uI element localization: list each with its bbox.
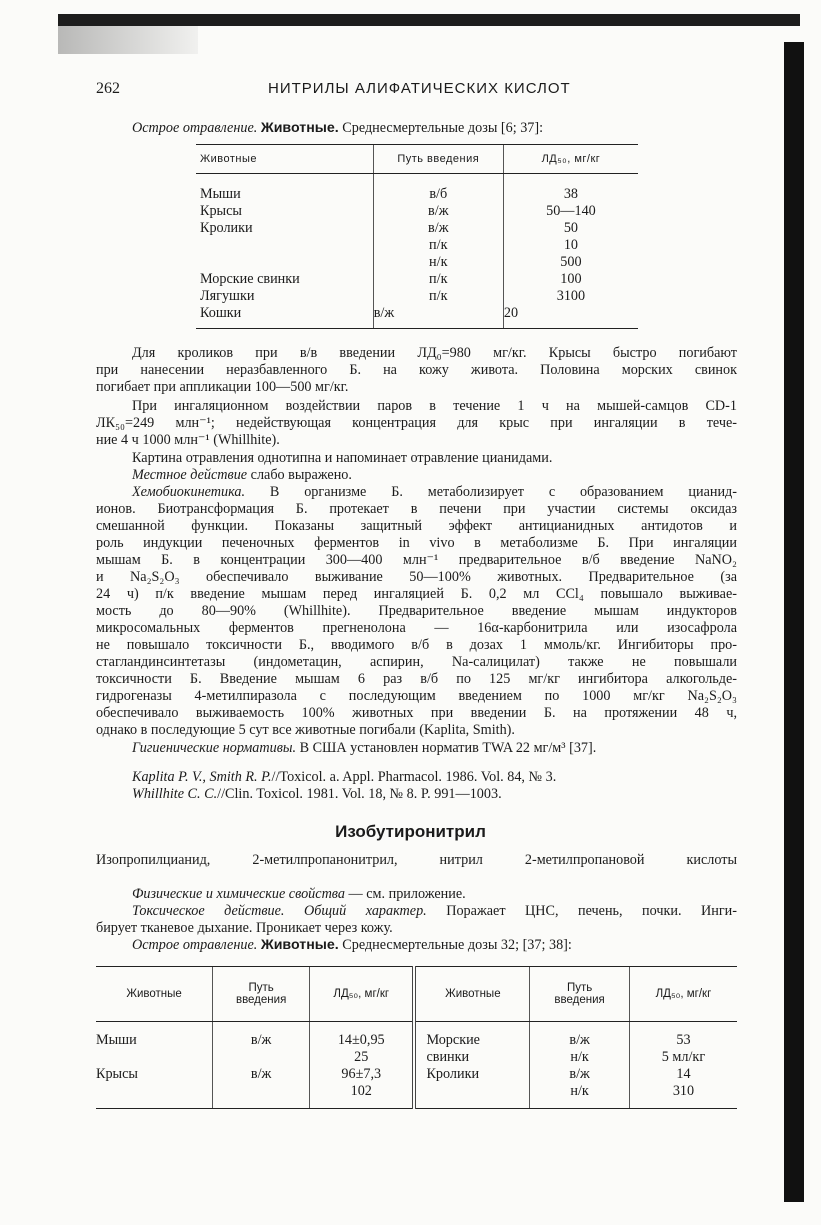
running-title: НИТРИЛЫ АЛИФАТИЧЕСКИХ КИСЛОТ <box>268 80 571 97</box>
table-row: 102 н/к 310 <box>96 1083 737 1109</box>
body-line: гидрогеназы 4-метилпиразола с последующим введением по 1000 мг/кг Na₂S₂O₃ <box>96 688 737 704</box>
acute-poisoning-intro: Острое отравление. Животные. Среднесмертельные дозы [6; 37]: <box>132 120 544 136</box>
kinetics-line: Хемобиокинетика. В организме Б. метаболизирует с образованием цианид- <box>132 484 737 500</box>
local-action-line: Местное действие слабо выражено. <box>132 467 352 483</box>
body-line: мость до 80—90% (Whillhite). Предварительное введение мышам индукторов <box>96 603 737 619</box>
body-line: ЛК₅₀=249 млн⁻¹; недействующая концентрация для крыс при ингаляции в тече- <box>96 415 737 431</box>
table-header: Животные <box>196 145 373 174</box>
body-line: Картина отравления однотипна и напоминает отравление цианидами. <box>132 450 553 466</box>
body-line: стагландинсинтетазы (индометацин, аспирин, Na-салицилат) также не повышали <box>96 654 737 670</box>
table-row: Мыши в/б 38 <box>196 186 638 203</box>
scan-edge-top <box>58 14 800 26</box>
table-row: Кошки в/ж 20 <box>196 305 638 329</box>
table-row: Мыши в/ж 14±0,95 Морские в/ж 53 <box>96 1032 737 1049</box>
norms-line: Гигиенические нормативы. В США установлен норматив TWA 22 мг/м³ [37]. <box>132 740 597 756</box>
table-header: Путь введения <box>213 967 310 1022</box>
synonyms-line: Изопропилцианид, 2-метилпропанонитрил, нитрил 2-метилпропановой кислоты <box>96 852 737 868</box>
table-row: Лягушки п/к 3100 <box>196 288 638 305</box>
body-line: роль индукции печеночных ферментов in vivo в метаболизме Б. При ингаляции <box>96 535 737 551</box>
body-line: однако в последующие 5 сут все животные погибали (Kaplita, Smith). <box>96 722 515 738</box>
body-line: токсичности Б. Введение мышам 6 раз в/б по 125 мг/кг ингибитора алкогольде- <box>96 671 737 687</box>
body-line: мышам Б. в концентрации 300—400 млн⁻¹ предварительное в/б введение NaNO₂ <box>96 552 737 568</box>
table-header: Путь введения <box>373 145 503 174</box>
body-line: обеспечивало выживаемость 100% животных при введении Б. на протяжении 48 ч, <box>96 705 737 721</box>
body-line: смешанной функции. Показаны защитный эффект антицианидных антидотов и <box>96 518 737 534</box>
toxic-action-line: Токсическое действие. Общий характер. Поражает ЦНС, печень, почки. Инги- <box>132 903 737 919</box>
table-row: Морские свинки п/к 100 <box>196 271 638 288</box>
body-line: Для кроликов при в/в введении ЛД₀=980 мг/кг. Крысы быстро погибают <box>132 345 737 361</box>
body-line: бирует тканевое дыхание. Проникает через кожу. <box>96 920 393 936</box>
table-row: Крысы в/ж 50—140 <box>196 203 638 220</box>
body-line: погибает при аппликации 100—500 мг/кг. <box>96 379 349 395</box>
table-row: Крысы в/ж 96±7,3 Кролики в/ж 14 <box>96 1066 737 1083</box>
reference-1: Kaplita P. V., Smith R. P.//Toxicol. a. Appl. Pharmacol. 1986. Vol. 84, № 3. <box>132 769 557 785</box>
phys-chem-line: Физические и химические свойства — см. приложение. <box>132 886 466 902</box>
body-line: не повышало токсичности Б., вводимого в/б в дозах 1 ммоль/кг. Ингибиторы про- <box>96 637 737 653</box>
table-header: ЛД₅₀, мг/кг <box>629 967 737 1022</box>
table-row: н/к 500 <box>196 254 638 271</box>
ld50-table-1 <box>196 144 638 329</box>
section-title: Изобутиронитрил <box>335 822 486 841</box>
ld50-table-2 <box>96 966 737 1109</box>
scan-smudge <box>58 26 198 54</box>
page-number: 262 <box>96 80 120 97</box>
body-line: При ингаляционном воздействии паров в течение 1 ч на мышей-самцов CD-1 <box>132 398 737 414</box>
body-line: микросомальных ферментов прегненолона — 16α-карбонитрила или изосафрола <box>96 620 737 636</box>
table-row: п/к 10 <box>196 237 638 254</box>
table-header: ЛД₅₀, мг/кг <box>503 145 638 174</box>
table-row: Кролики в/ж 50 <box>196 220 638 237</box>
body-line: при нанесении неразбавленного Б. на кожу живота. Половина морских свинок <box>96 362 737 378</box>
body-line: и Na₂S₂O₃ обеспечивало выживание 50—100% животных. Предварительное (за <box>96 569 737 585</box>
scan-edge-right <box>784 42 804 1202</box>
table-header: Животные <box>96 967 213 1022</box>
table-header: ЛД₅₀, мг/кг <box>310 967 415 1022</box>
body-line: ионов. Биотрансформация Б. протекает в печени при участии системы оксидаз <box>96 501 737 517</box>
body-line: ние 4 ч 1000 млн⁻¹ (Whillhite). <box>96 432 280 448</box>
body-line: 24 ч) п/к введение мышам перед ингаляцией Б. 0,2 мл CCl₄ повышало выживае- <box>96 586 737 602</box>
table-row: 25 свинки н/к 5 мл/кг <box>96 1049 737 1066</box>
table-header: Животные <box>414 967 529 1022</box>
reference-2: Whillhite C. C.//Clin. Toxicol. 1981. Vol. 18, № 8. P. 991—1003. <box>132 786 502 802</box>
acute-poisoning-line: Острое отравление. Животные. Среднесмертельные дозы 32; [37; 38]: <box>132 937 572 953</box>
table-header: Путь введения <box>530 967 630 1022</box>
